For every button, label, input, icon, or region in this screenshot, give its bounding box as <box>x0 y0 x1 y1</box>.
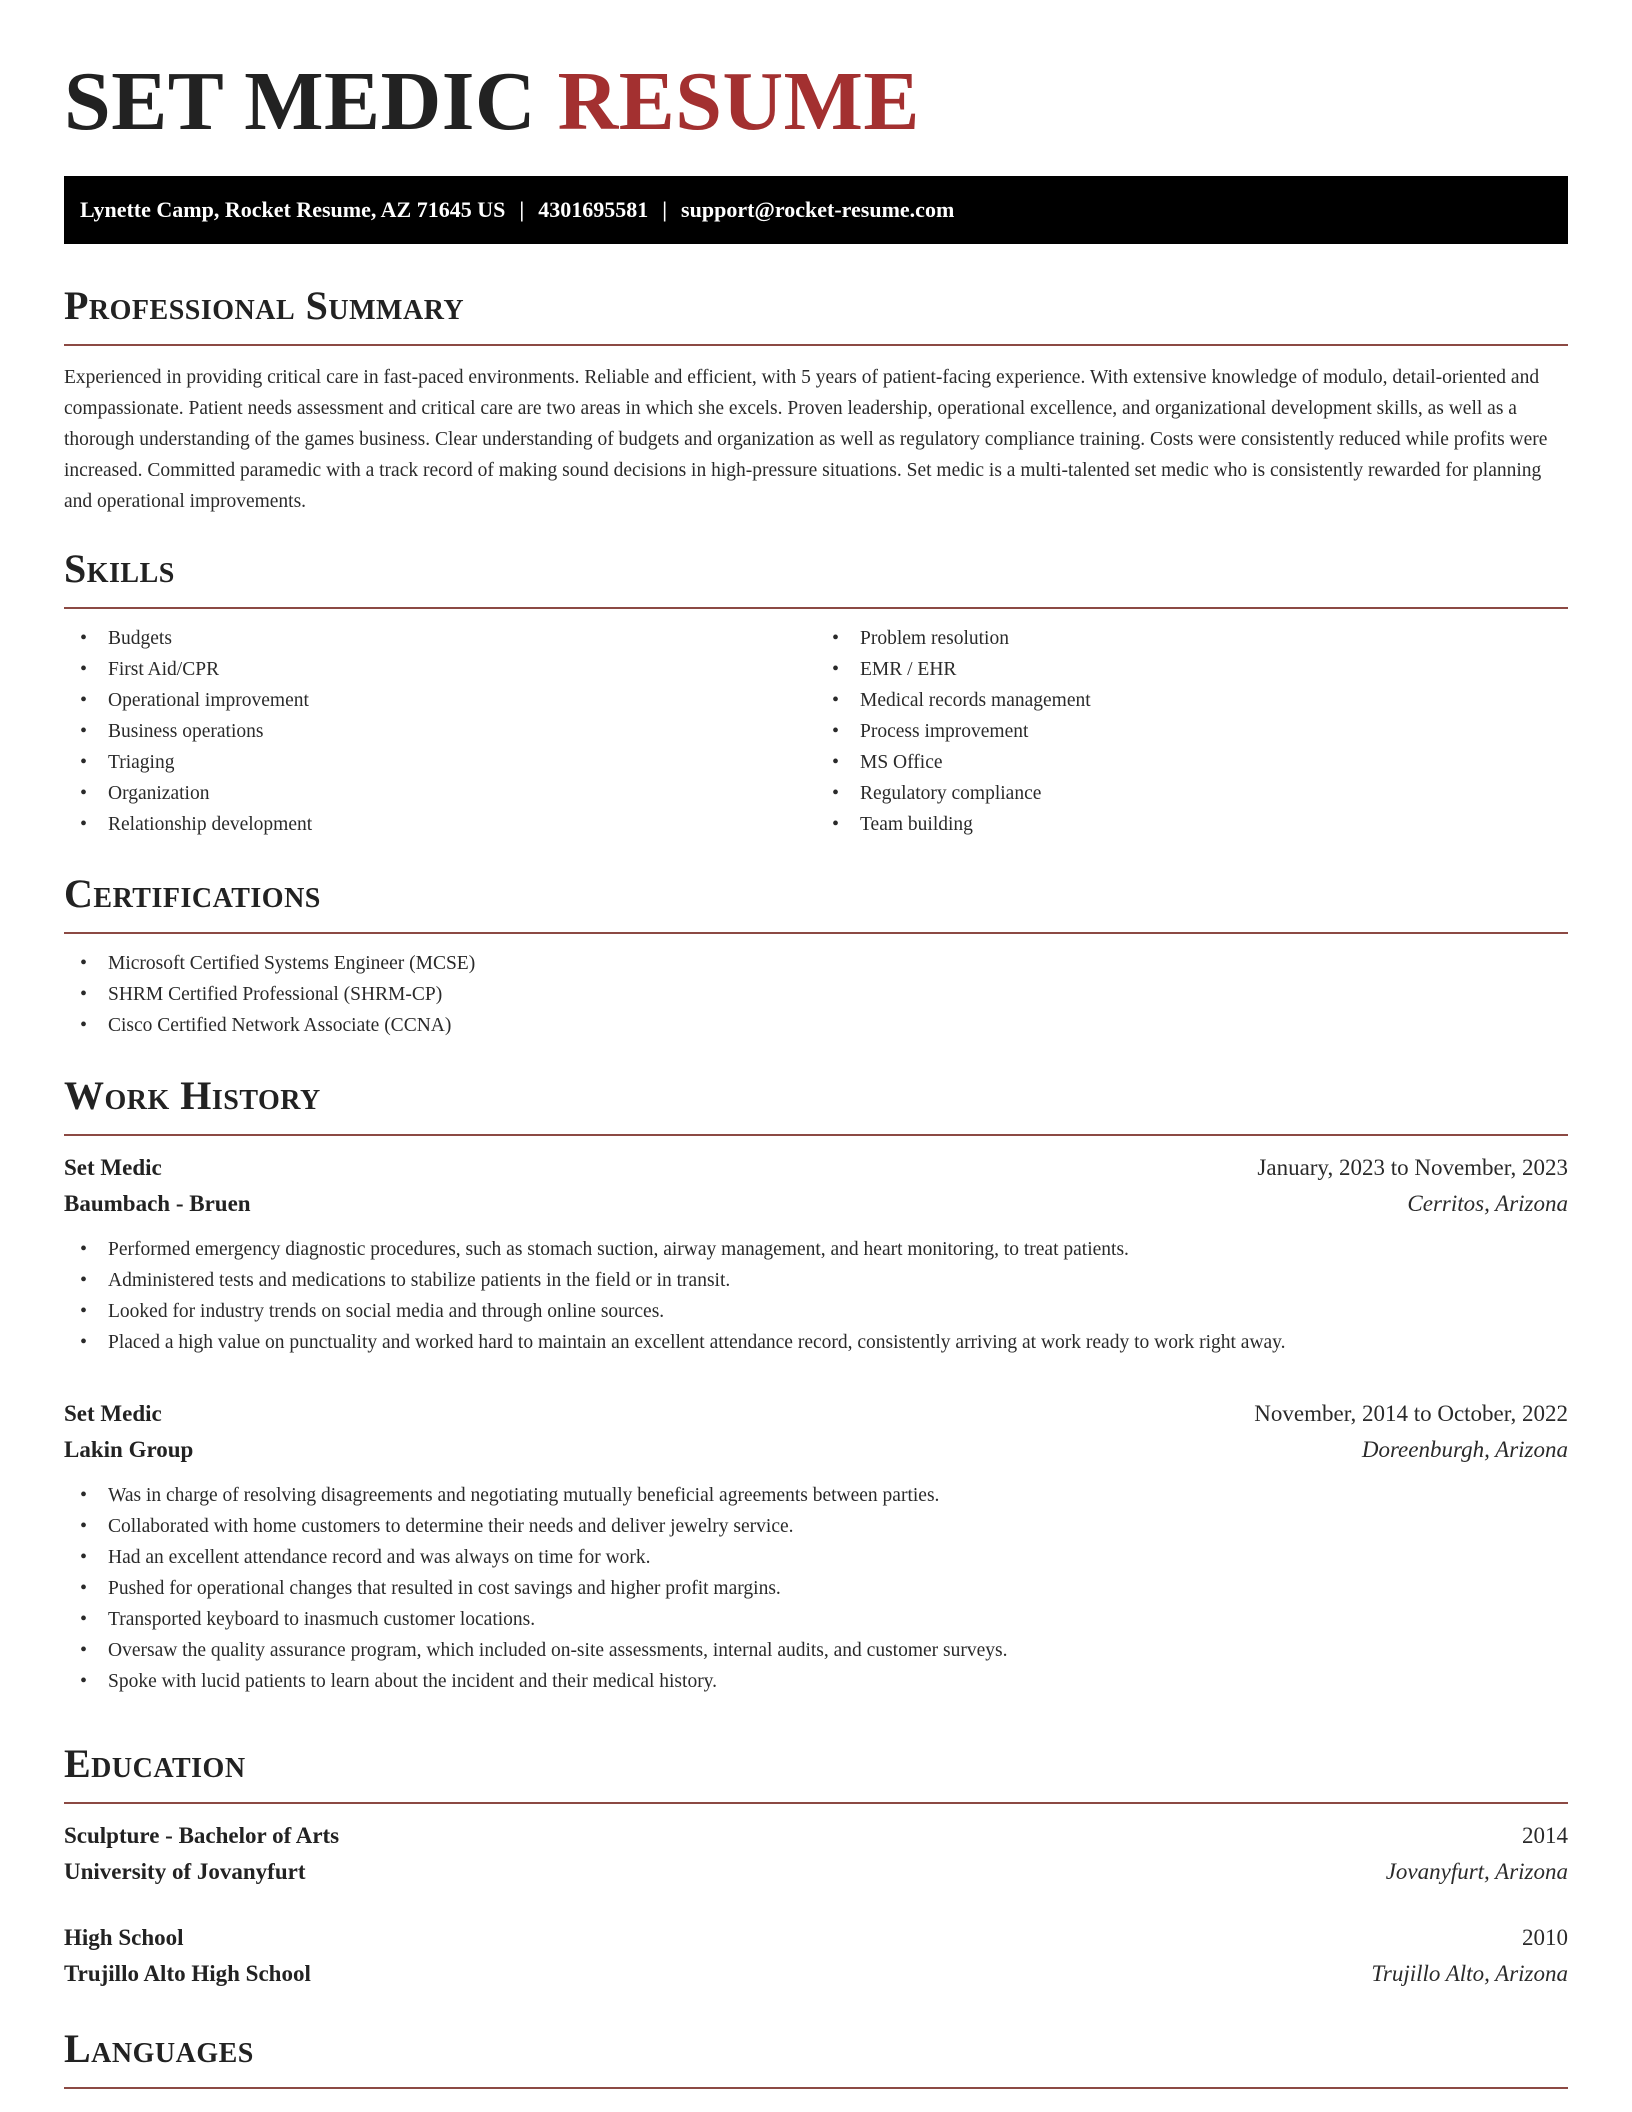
job-dates: January, 2023 to November, 2023 <box>1257 1155 1568 1180</box>
skills-section <box>64 545 1568 840</box>
contact-separator: | <box>519 197 525 222</box>
languages-section <box>64 2025 1568 2089</box>
list-item: • Triaging <box>64 747 816 778</box>
title-part-1: SET MEDIC <box>64 55 537 148</box>
education-header-row <box>64 1920 1568 1956</box>
list-item: • Oversaw the quality assurance program, which included on-site assessments, internal audits, and customer surveys. <box>64 1635 1568 1666</box>
contact-separator: | <box>662 197 668 222</box>
job-entry <box>64 1396 1568 1697</box>
education-school: University of Jovanyfurt <box>64 1859 306 1884</box>
list-item: • EMR / EHR <box>816 654 1568 685</box>
education-year: 2010 <box>1522 1925 1568 1950</box>
list-item: • Spoke with lucid patients to learn about the incident and their medical history. <box>64 1666 1568 1697</box>
education-school-row <box>64 1956 1568 1992</box>
contact-phone: 4301695581 <box>538 197 649 222</box>
list-item: • Regulatory compliance <box>816 778 1568 809</box>
work-history-section <box>64 1072 1568 1697</box>
section-heading-summary: Professional Summary <box>64 283 465 328</box>
job-entry <box>64 1150 1568 1358</box>
list-item: • SHRM Certified Professional (SHRM-CP) <box>64 979 1568 1010</box>
list-item: • Performed emergency diagnostic procedures, such as stomach suction, airway management, and heart monitoring, to treat patients. <box>64 1234 1568 1265</box>
contact-address: Lynette Camp, Rocket Resume, AZ 71645 US <box>80 197 506 222</box>
list-item: • Organization <box>64 778 816 809</box>
education-degree: Sculpture - Bachelor of Arts <box>64 1823 340 1848</box>
job-bullets <box>64 1480 1568 1697</box>
job-company: Baumbach - Bruen <box>64 1191 251 1216</box>
job-bullets <box>64 1234 1568 1358</box>
list-item: • Team building <box>816 809 1568 840</box>
contact-bar <box>64 176 1568 244</box>
job-location: Doreenburgh, Arizona <box>1361 1437 1568 1462</box>
section-heading-work-history: Work History <box>64 1073 321 1118</box>
skills-list-right <box>816 623 1568 840</box>
section-divider <box>64 344 1568 346</box>
job-company-row <box>64 1186 1568 1222</box>
job-company: Lakin Group <box>64 1437 194 1462</box>
section-divider <box>64 932 1568 934</box>
job-location: Cerritos, Arizona <box>1407 1191 1568 1216</box>
job-dates: November, 2014 to October, 2022 <box>1254 1401 1568 1426</box>
certifications-list <box>64 948 1568 1041</box>
education-location: Jovanyfurt, Arizona <box>1385 1859 1568 1884</box>
list-item: • Relationship development <box>64 809 816 840</box>
resume-page <box>0 0 1632 244</box>
education-school: Trujillo Alto High School <box>64 1961 311 1986</box>
education-entry <box>64 1920 1568 1992</box>
list-item: • MS Office <box>816 747 1568 778</box>
job-header-row <box>64 1396 1568 1432</box>
certifications-section <box>64 870 1568 1041</box>
education-degree: High School <box>64 1925 184 1950</box>
section-divider <box>64 2087 1568 2089</box>
job-title: Set Medic <box>64 1401 162 1426</box>
list-item: • Placed a high value on punctuality and worked hard to maintain an excellent attendance record, consistently arriving at work ready to work right away. <box>64 1327 1568 1358</box>
section-heading-languages: Languages <box>64 2026 254 2071</box>
section-heading-skills: Skills <box>64 546 175 591</box>
list-item: • First Aid/CPR <box>64 654 816 685</box>
list-item: • Budgets <box>64 623 816 654</box>
job-header-row <box>64 1150 1568 1186</box>
skills-columns <box>64 609 1568 840</box>
list-item: • Process improvement <box>816 716 1568 747</box>
list-item: • Medical records management <box>816 685 1568 716</box>
list-item: • Problem resolution <box>816 623 1568 654</box>
list-item: • Operational improvement <box>64 685 816 716</box>
list-item: • Microsoft Certified Systems Engineer (MCSE) <box>64 948 1568 979</box>
education-location: Trujillo Alto, Arizona <box>1371 1961 1568 1986</box>
section-heading-certifications: Certifications <box>64 871 321 916</box>
skills-list-left <box>64 623 816 840</box>
education-year: 2014 <box>1522 1823 1568 1848</box>
job-company-row <box>64 1432 1568 1468</box>
education-section <box>64 1740 1568 1992</box>
list-item: • Was in charge of resolving disagreements and negotiating mutually beneficial agreements between parties. <box>64 1480 1568 1511</box>
section-heading-education: Education <box>64 1741 246 1786</box>
education-school-row <box>64 1854 1568 1890</box>
list-item: • Collaborated with home customers to determine their needs and deliver jewelry service. <box>64 1511 1568 1542</box>
summary-text: Experienced in providing critical care in fast-paced environments. Reliable and efficient, with 5 years of patient-facing experience. With extensive knowledge of modulo, detail-oriented and compassionate. Patient needs assessment and critical care are two areas in which she excels. Proven leadership, operational excellence, and organizational development skills, as well as a thorough understanding of the games business. Clear understanding of budgets and organization as well as regulatory compliance training. Costs were consistently reduced while profits were increased. Committed paramedic with a track record of making sound decisions in high-pressure situations. Set medic is a multi-talented set medic who is consistently rewarded for planning and operational improvements. <box>64 367 1548 512</box>
education-entry <box>64 1818 1568 1890</box>
contact-email[interactable]: support@rocket-resume.com <box>681 197 955 222</box>
section-divider <box>64 1134 1568 1136</box>
job-title: Set Medic <box>64 1155 162 1180</box>
list-item: • Looked for industry trends on social media and through online sources. <box>64 1296 1568 1327</box>
section-divider <box>64 1802 1568 1804</box>
summary-section <box>64 282 1568 517</box>
list-item: • Administered tests and medications to stabilize patients in the field or in transit. <box>64 1265 1568 1296</box>
list-item: • Transported keyboard to inasmuch customer locations. <box>64 1604 1568 1635</box>
list-item: • Had an excellent attendance record and was always on time for work. <box>64 1542 1568 1573</box>
list-item: • Cisco Certified Network Associate (CCNA) <box>64 1010 1568 1041</box>
resume-title <box>64 0 1568 148</box>
title-part-2: RESUME <box>557 55 920 148</box>
education-header-row <box>64 1818 1568 1854</box>
list-item: • Pushed for operational changes that resulted in cost savings and higher profit margins. <box>64 1573 1568 1604</box>
list-item: • Business operations <box>64 716 816 747</box>
